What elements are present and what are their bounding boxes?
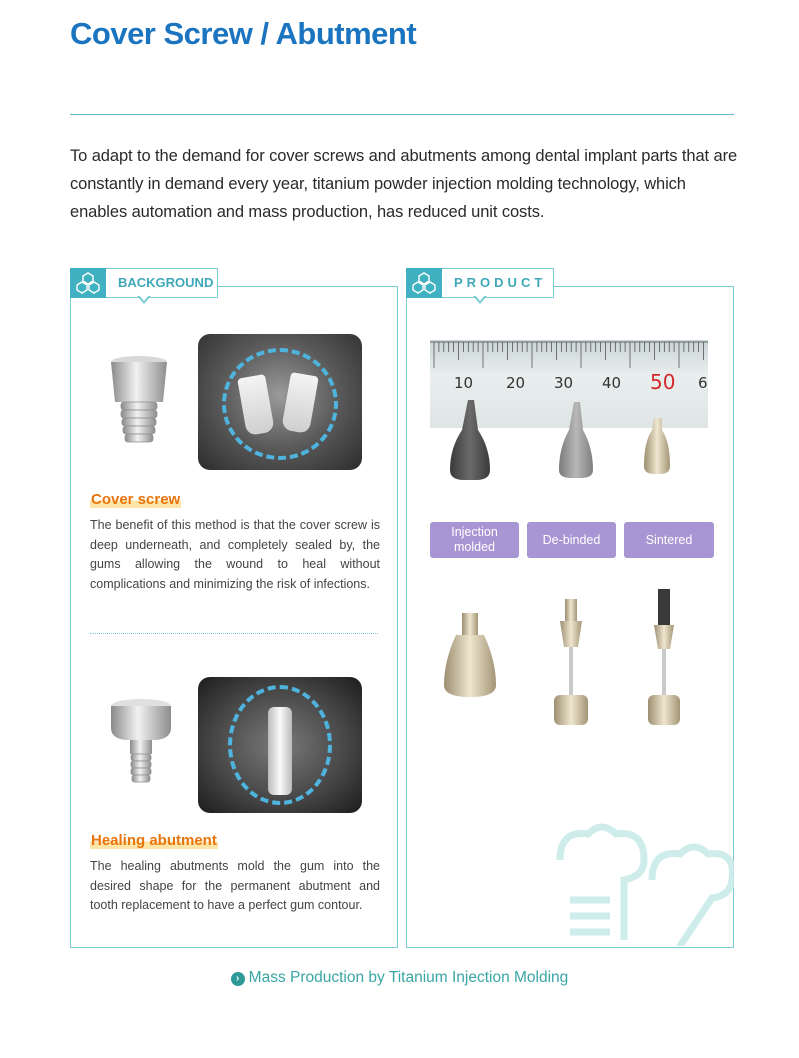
intro-paragraph: To adapt to the demand for cover screws and abutments among dental implant parts that are constantly in demand every year, titanium powder injection molding technology, which enables automation and mass production, has reduced unit costs.: [70, 147, 738, 221]
healing-abutment-xray: [198, 677, 362, 813]
stage-label-sintered: Sintered: [624, 522, 714, 558]
cover-screw-text: The benefit of this method is that the cover screw is deep underneath, and completely sealed by, the gums allowing the wound to heal without complications and minimizing the risk of infections.: [90, 518, 380, 591]
section-divider: [90, 633, 378, 634]
cubes-icon: [406, 268, 442, 298]
healing-abutment-text: The healing abutments mold the gum into the desired shape for the permanent abutment and tooth replacement to have a perfect gum contour.: [90, 859, 380, 912]
product-tab: [406, 268, 554, 298]
background-tab-label: BACKGROUND: [106, 268, 218, 298]
background-tab: [70, 268, 218, 298]
ruler-number: 40: [602, 374, 622, 392]
title-divider: [70, 114, 734, 115]
ruler-number: 20: [506, 374, 526, 392]
finished-parts-photo: [430, 585, 720, 735]
stage-parts-photo: [430, 390, 708, 490]
ruler-number: 30: [554, 374, 574, 392]
cover-screw-xray: [198, 334, 362, 470]
footer-text: Mass Production by Titanium Injection Molding: [248, 969, 569, 986]
product-tab-label: PRODUCT: [442, 268, 554, 298]
ruler-number: 50: [650, 370, 676, 394]
healing-abutment-title: Healing abutment: [91, 832, 217, 849]
implant-watermark-icon: [540, 820, 734, 946]
cover-screw-image: [104, 352, 174, 452]
tab-pointer: [137, 296, 151, 304]
chevron-right-circle-icon: ›: [231, 972, 245, 986]
footer-caption: [0, 969, 799, 987]
tab-pointer: [473, 296, 487, 304]
healing-abutment-image: [106, 696, 176, 796]
cubes-icon: [70, 268, 106, 298]
stage-label-de-binded: De-binded: [527, 522, 616, 558]
cover-screw-title: Cover screw: [91, 491, 181, 508]
ruler-number: 10: [454, 374, 474, 392]
ruler-number: 6: [698, 374, 708, 392]
stage-label-injection-molded: Injection molded: [430, 522, 519, 558]
page-title: Cover Screw / Abutment: [70, 16, 417, 51]
